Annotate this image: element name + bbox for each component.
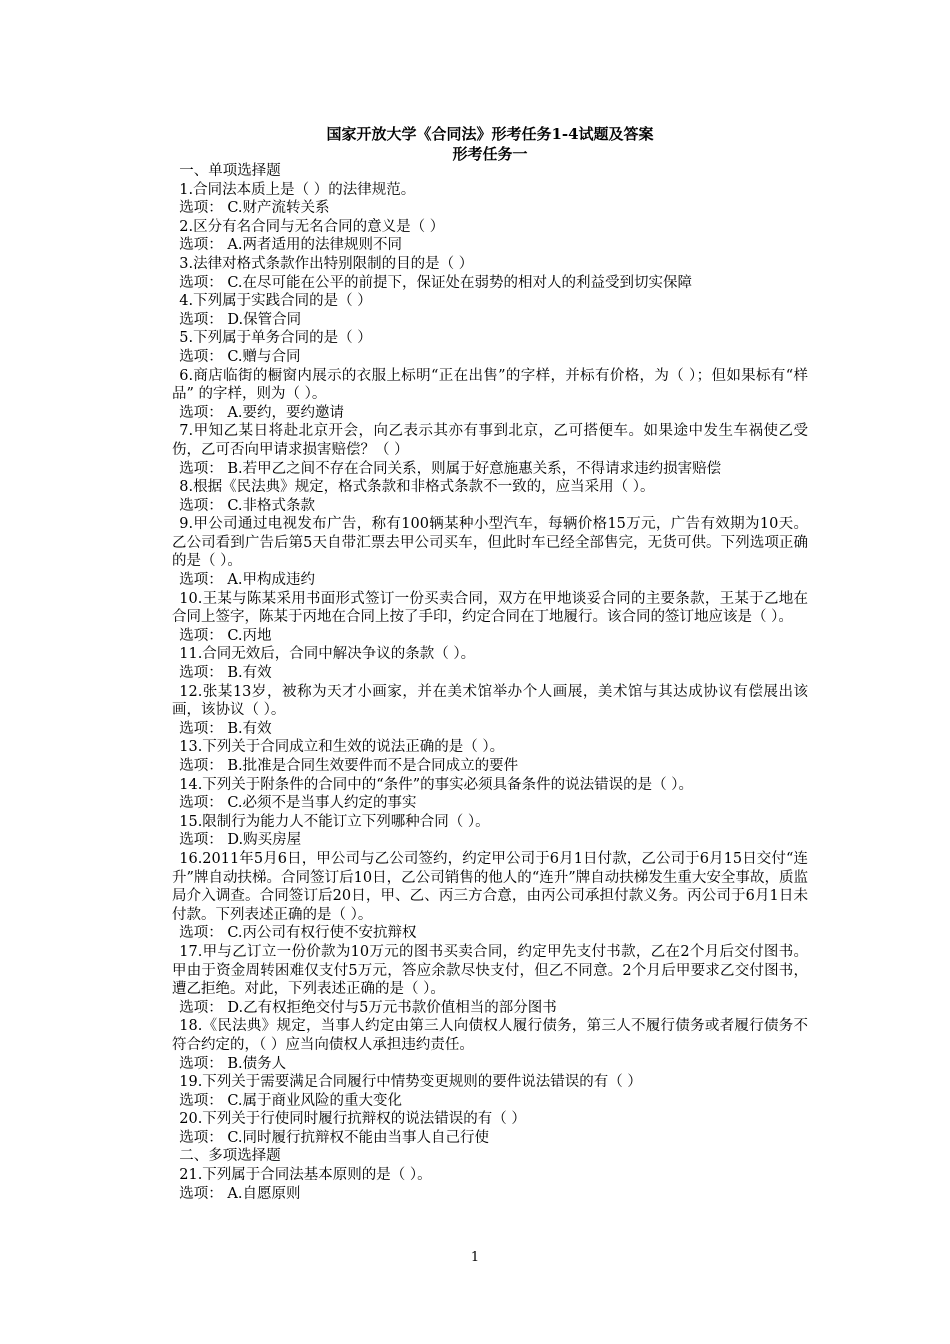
answer-option: 选项： B.债务人 [179,1055,287,1072]
document-title: 国家开放大学《合同法》形考任务1-4试题及答案 [326,125,654,143]
question-text: 13.下列关于合同成立和生效的说法正确的是（ ）。 [179,739,505,756]
answer-option: 选项： C.财产流转关系 [179,200,330,217]
question-text: 11.合同无效后，合同中解决争议的条款（ ）。 [179,646,476,663]
question-text: 10.王某与陈某采用书面形式签订一份买卖合同，双方在甲地谈妥合同的主要条款，王某于乙地在合同上签字，陈某于丙地在合同上按了手印，约定合同在丁地履行。该合同的签订地应该是（ ）。 [172,590,808,626]
question-text: 16.2011年5月6日，甲公司与乙公司签约，约定甲公司于6月1日付款，乙公司于6月15日交付“连升”牌自动扶梯。合同签订后10日，乙公司销售的他人的“连升”牌自动扶梯发生重大安全事故，质监局介入调查。合同签订后20日，甲、乙、丙三方合意，由丙公司承担付款义务。丙公司于6月1日未付款。下列表述正确的是（ ）。 [172,850,808,923]
question-text: 14.下列关于附条件的合同中的“条件”的事实必须具备条件的说法错误的是（ ）。 [179,776,693,793]
section-heading: 一、单项选择题 [179,163,281,179]
section-heading: 二、多项选择题 [179,1148,281,1165]
answer-option: 选项： C.丙公司有权行使不安抗辩权 [179,925,417,942]
question-text: 2.区分有名合同与无名合同的意义是（ ） [179,218,445,235]
question-text: 1.合同法本质上是（ ）的法律规范。 [179,181,416,198]
question-text: 3.法律对格式条款作出特别限制的目的是（ ） [179,255,474,272]
answer-option: 选项： A.要约，要约邀请 [179,404,344,421]
question-text: 7.甲知乙某日将赴北京开会，向乙表示其亦有事到北京，乙可搭便车。如果途中发生车祸使乙受伤，乙可否向甲请求损害赔偿？（ ） [172,423,808,458]
answer-option: 选项： C.必须不是当事人约定的事实 [179,795,417,812]
question-text: 21.下列属于合同法基本原则的是（ ）。 [179,1167,432,1184]
title-block [172,124,808,164]
answer-option: 选项： A.两者适用的法律规则不同 [179,237,402,254]
question-text: 18.《民法典》规定，当事人约定由第三人向债权人履行债务，第三人不履行债务或者履行债务不符合约定的，（ ）应当向债权人承担违约责任。 [172,1018,808,1053]
question-text: 17.甲与乙订立一份价款为10万元的图书买卖合同，约定甲先支付书款，乙在2个月后交付图书。甲由于资金周转困难仅支付5万元，答应余款尽快支付，但乙不同意。2个月后甲要求乙交付图书，遭乙拒绝。对此，下列表述正确的是（ ）。 [172,943,808,998]
answer-option: 选项： B.有效 [179,720,272,737]
answer-option: 选项： C.在尽可能在公平的前提下，保证处在弱势的相对人的利益受到切实保障 [179,274,693,291]
question-text: 9.甲公司通过电视发布广告，称有100辆某种小型汽车，每辆价格15万元，广告有效期为10天。乙公司看到广告后第5天自带汇票去甲公司买车，但此时车已经全部售完，无货可供。下列选项正确的是（ ）。 [172,516,808,570]
answer-option: 选项： C.属于商业风险的重大变化 [179,1092,403,1109]
question-text: 12.张某13岁，被称为天才小画家，并在美术馆举办个人画展，美术馆与其达成协议有偿展出该画，该协议（ ）。 [172,683,808,719]
answer-option: 选项： B.若甲乙之间不存在合同关系，则属于好意施惠关系，不得请求违约损害赔偿 [179,460,722,477]
question-text: 19.下列关于需要满足合同履行中情势变更规则的要件说法错误的有（ ） [179,1074,642,1091]
answer-option: 选项： C.非格式条款 [179,497,316,514]
answer-option: 选项： A.自愿原则 [179,1185,301,1202]
question-text: 8.根据《民法典》规定，格式条款和非格式条款不一致的，应当采用（ ）。 [179,479,655,496]
question-list [172,162,808,1203]
page-number: 1 [470,1250,480,1265]
question-text: 20.下列关于行使同时履行抗辩权的说法错误的有（ ） [179,1111,526,1128]
question-text: 4.下列属于实践合同的是（ ） [179,293,372,310]
question-text: 15.限制行为能力人不能订立下列哪种合同（ ）。 [179,813,490,830]
document-subtitle: 形考任务一 [452,145,528,163]
question-text: 6.商店临街的橱窗内展示的衣服上标明“正在出售”的字样，并标有价格，为（ ）；但如果标有“样品” 的字样，则为（ ）。 [172,367,808,403]
answer-option: 选项： C.同时履行抗辩权不能由当事人自己行使 [179,1129,490,1146]
answer-option: 选项： A.甲构成违约 [179,572,315,589]
answer-option: 选项： B.批准是合同生效要件而不是合同成立的要件 [179,758,519,774]
answer-option: 选项： C.丙地 [179,627,272,644]
answer-option: 选项： C.赠与合同 [179,348,301,365]
answer-option: 选项： D.保管合同 [179,311,302,328]
answer-option: 选项： D.购买房屋 [179,832,302,849]
answer-option: 选项： D.乙有权拒绝交付与5万元书款价值相当的部分图书 [179,999,557,1016]
answer-option: 选项： B.有效 [179,665,272,682]
question-text: 5.下列属于单务合同的是（ ） [179,330,372,347]
